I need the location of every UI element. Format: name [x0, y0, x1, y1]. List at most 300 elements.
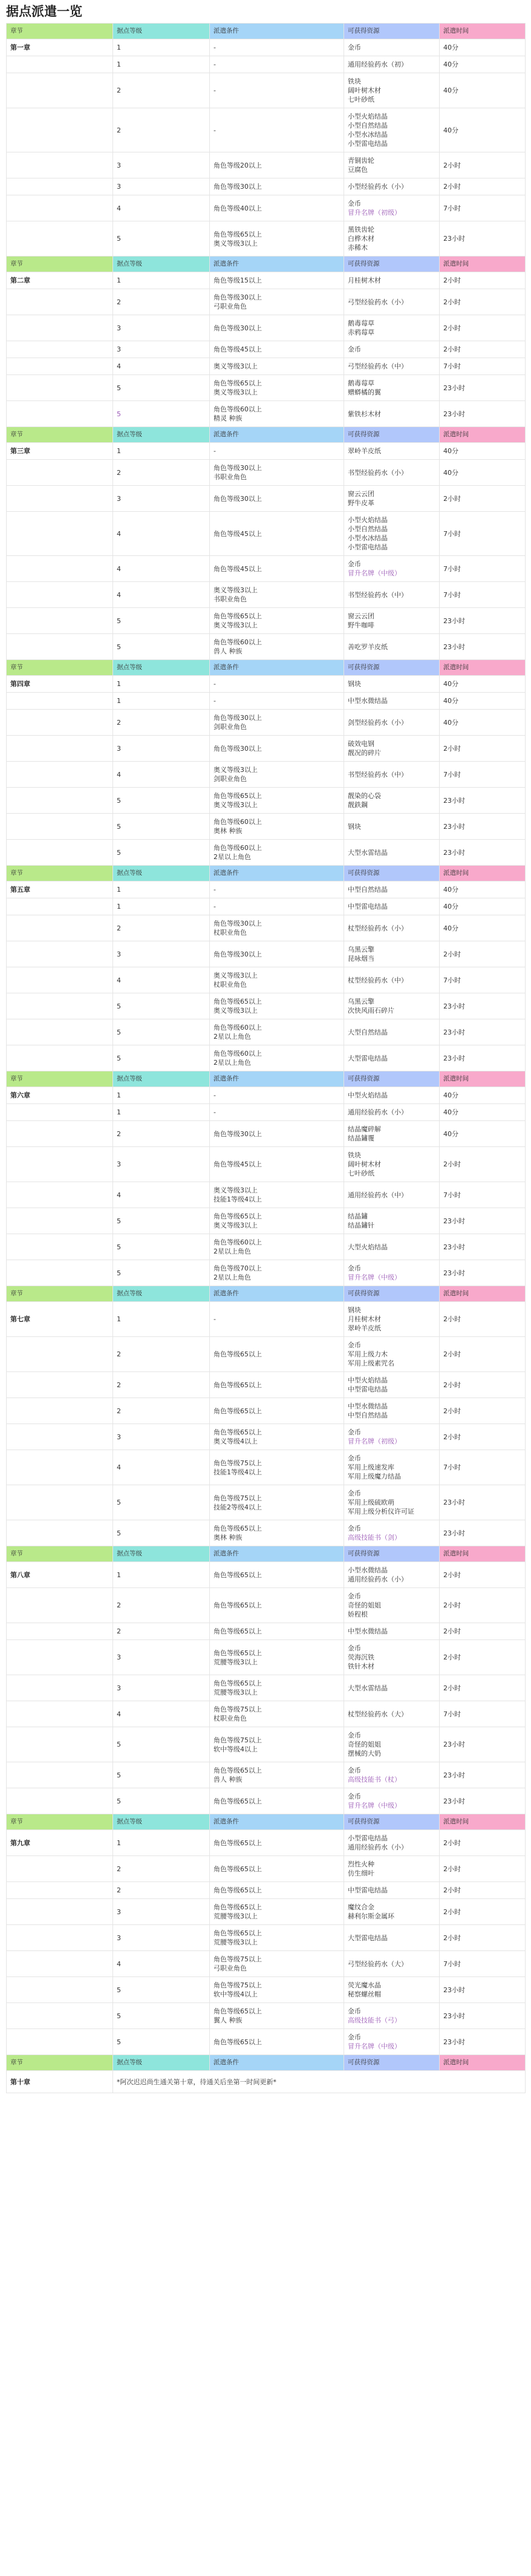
time-cell: 40分	[440, 460, 526, 486]
condition-cell	[210, 2029, 344, 2055]
resource-item: 野牛咖啡	[348, 621, 374, 629]
resource-item: 大型水雷结晶	[348, 848, 388, 857]
chapter-cell	[7, 898, 113, 915]
condition-line: -	[213, 87, 216, 94]
condition-cell	[210, 272, 344, 289]
resource-item: 阔叶树木材	[348, 87, 381, 94]
table-row	[7, 736, 526, 762]
resource-item: 豆腐色	[348, 166, 368, 174]
resource-item: 弓型经验药水（小）	[348, 298, 408, 306]
condition-cell	[210, 221, 344, 257]
level-cell: 1	[113, 443, 210, 460]
column-header-resource: 可获得资源	[344, 1546, 440, 1562]
condition-line: 荒腰等级3以上	[213, 1938, 258, 1946]
column-header-condition: 派遣条件	[210, 2055, 344, 2071]
table-row	[7, 881, 526, 898]
condition-line: 角色等级45以上	[213, 1160, 262, 1168]
level-cell: 2	[113, 1372, 210, 1398]
chapter-cell	[7, 1701, 113, 1727]
resource-cell	[344, 840, 440, 866]
chapter-cell	[7, 1019, 113, 1045]
condition-cell	[210, 1182, 344, 1208]
resource-item: 杖型经验药水（大）	[348, 1710, 408, 1718]
time-cell: 2小时	[440, 1882, 526, 1899]
condition-line: 角色等级30以上	[213, 293, 262, 301]
table-row	[7, 443, 526, 460]
column-header-level: 据点等级	[113, 866, 210, 881]
time-cell: 2小时	[440, 1899, 526, 1925]
table-row	[7, 2003, 526, 2029]
condition-cell	[210, 1640, 344, 1675]
table-row	[7, 1450, 526, 1485]
condition-line: 角色等级65以上	[213, 1407, 262, 1415]
resource-item: 乌黑云擎	[348, 946, 374, 953]
resource-item: 铁块	[348, 77, 361, 85]
resource-cell	[344, 108, 440, 152]
time-cell: 7小时	[440, 1182, 526, 1208]
table-row	[7, 898, 526, 915]
level-cell: 5	[113, 993, 210, 1019]
condition-cell	[210, 39, 344, 56]
condition-cell	[210, 1701, 344, 1727]
condition-cell	[210, 195, 344, 221]
column-header-resource: 可获得资源	[344, 660, 440, 676]
level-cell: 4	[113, 1182, 210, 1208]
resource-item: 魔纹合金	[348, 1903, 374, 1911]
resource-item-highlight: 冒升名牌（中级）	[348, 569, 401, 577]
chapter-cell: 第三章	[7, 443, 113, 460]
condition-cell	[210, 1727, 344, 1762]
chapter-cell	[7, 1925, 113, 1951]
chapter-cell	[7, 762, 113, 788]
column-header-resource: 可获得资源	[344, 24, 440, 39]
resource-cell	[344, 1727, 440, 1762]
condition-line: 角色等级65以上	[213, 1212, 262, 1220]
condition-line: 角色等级30以上	[213, 950, 262, 958]
table-row	[7, 710, 526, 736]
condition-line: 奥义等级4以上	[213, 1437, 258, 1445]
table-row	[7, 1398, 526, 1424]
time-cell: 40分	[440, 676, 526, 693]
resource-cell	[344, 634, 440, 660]
resource-item: 昆咏烟当	[348, 955, 374, 963]
condition-cell	[210, 693, 344, 710]
condition-cell	[210, 1337, 344, 1372]
level-cell: 5	[113, 1762, 210, 1788]
level-cell: 1	[113, 1830, 210, 1856]
column-header-resource: 可获得资源	[344, 427, 440, 443]
table-row	[7, 693, 526, 710]
resource-item: 荧光魔水晶	[348, 1981, 381, 1989]
header-row	[7, 1814, 526, 1830]
table-row	[7, 556, 526, 582]
resource-cell	[344, 1762, 440, 1788]
level-cell: 3	[113, 941, 210, 967]
chapter-cell	[7, 1424, 113, 1450]
time-cell: 2小时	[440, 1337, 526, 1372]
chapter-cell	[7, 1182, 113, 1208]
resource-item: 奇怪的姐姐	[348, 1601, 381, 1609]
column-header-chapter: 章节	[7, 24, 113, 39]
column-header-condition: 派遣条件	[210, 866, 344, 881]
table-row	[7, 814, 526, 840]
level-cell: 1	[113, 1562, 210, 1588]
dispatch-table-body	[7, 24, 526, 2093]
time-cell: 40分	[440, 898, 526, 915]
time-cell: 7小时	[440, 195, 526, 221]
condition-line: 角色等级65以上	[213, 379, 262, 387]
resource-item: 中型雷电结晶	[348, 1385, 388, 1393]
resource-item-highlight: 高级技能书（杖）	[348, 1776, 401, 1783]
table-row	[7, 1260, 526, 1286]
condition-cell	[210, 1424, 344, 1450]
table-row	[7, 915, 526, 941]
condition-line: 剑职业角色	[213, 775, 247, 783]
condition-line: 兽人 种族	[213, 647, 243, 655]
table-row	[7, 512, 526, 556]
level-cell: 5	[113, 401, 210, 427]
chapter-cell: 第六章	[7, 1087, 113, 1104]
chapter-cell: 第一章	[7, 39, 113, 56]
resource-cell	[344, 1830, 440, 1856]
level-cell: 5	[113, 221, 210, 257]
chapter-cell	[7, 993, 113, 1019]
condition-line: 角色等级30以上	[213, 714, 262, 722]
resource-item: 通用经验药水（小）	[348, 1575, 408, 1583]
level-cell: 3	[113, 152, 210, 178]
table-row	[7, 1977, 526, 2003]
resource-cell	[344, 1104, 440, 1121]
resource-cell	[344, 512, 440, 556]
resource-cell	[344, 39, 440, 56]
condition-cell	[210, 967, 344, 993]
time-cell: 40分	[440, 56, 526, 73]
condition-line: 角色等级30以上	[213, 324, 262, 332]
condition-line: 奥义等级3以上	[213, 1186, 258, 1194]
column-header-level: 据点等级	[113, 1286, 210, 1302]
level-cell: 1	[113, 1087, 210, 1104]
level-cell: 5	[113, 375, 210, 401]
resource-item: 金币	[348, 1489, 361, 1497]
column-header-condition: 派遣条件	[210, 1814, 344, 1830]
resource-cell	[344, 272, 440, 289]
resource-item: 中型火焰结晶	[348, 1091, 388, 1099]
level-cell: 3	[113, 341, 210, 358]
chapter-cell	[7, 736, 113, 762]
resource-item: 鹅毒莓草	[348, 379, 374, 387]
table-row	[7, 840, 526, 866]
condition-line: 2星以上角色	[213, 853, 251, 861]
level-cell: 5	[113, 1485, 210, 1520]
resource-item: 中型自然结晶	[348, 1411, 388, 1419]
chapter-cell	[7, 2029, 113, 2055]
resource-cell	[344, 1182, 440, 1208]
chapter-cell	[7, 460, 113, 486]
condition-line: 奥义等级3以上	[213, 239, 258, 247]
table-row	[7, 1727, 526, 1762]
resource-cell	[344, 2003, 440, 2029]
resource-item: 小型水微结晶	[348, 1566, 388, 1574]
level-cell: 3	[113, 486, 210, 512]
condition-line: 奥义等级3以上	[213, 388, 258, 396]
condition-cell	[210, 736, 344, 762]
resource-item-highlight: 冒升名牌（中级）	[348, 1273, 401, 1281]
condition-cell	[210, 1302, 344, 1337]
column-header-time: 派遣时间	[440, 24, 526, 39]
time-cell: 2小时	[440, 1372, 526, 1398]
column-header-resource: 可获得资源	[344, 866, 440, 881]
chapter-cell	[7, 2003, 113, 2029]
table-row	[7, 315, 526, 341]
table-row	[7, 676, 526, 693]
time-cell: 2小时	[440, 152, 526, 178]
resource-item: 次快风雨石碎片	[348, 1007, 394, 1015]
condition-cell	[210, 1762, 344, 1788]
resource-cell	[344, 195, 440, 221]
resource-item: 结晶鏽覆	[348, 1134, 374, 1142]
resource-cell	[344, 1640, 440, 1675]
resource-item: 金币	[348, 1731, 361, 1739]
resource-item-highlight: 高级技能书（剑）	[348, 1534, 401, 1541]
resource-item-highlight: 冒升名牌（中级）	[348, 1802, 401, 1809]
chapter-cell	[7, 710, 113, 736]
condition-cell	[210, 941, 344, 967]
level-cell: 3	[113, 1640, 210, 1675]
condition-line: -	[213, 447, 216, 455]
resource-item: 野牛皮革	[348, 499, 374, 507]
level-cell: 5	[113, 814, 210, 840]
condition-cell	[210, 486, 344, 512]
condition-line: 奥义等级3以上	[213, 586, 258, 594]
condition-line: 角色等级65以上	[213, 1350, 262, 1358]
column-header-chapter: 章节	[7, 1814, 113, 1830]
table-row	[7, 1830, 526, 1856]
table-row	[7, 341, 526, 358]
resource-cell	[344, 710, 440, 736]
resource-item: 中型雷电结晶	[348, 1886, 388, 1894]
table-row	[7, 1788, 526, 1814]
column-header-chapter: 章节	[7, 866, 113, 881]
column-header-time: 派遣时间	[440, 1814, 526, 1830]
resource-cell	[344, 1562, 440, 1588]
resource-cell	[344, 676, 440, 693]
level-cell: 1	[113, 56, 210, 73]
condition-line: 角色等级65以上	[213, 1525, 262, 1532]
chapter-cell	[7, 693, 113, 710]
resource-item: 书型经验药水（中）	[348, 590, 408, 599]
resource-item: 善吃罗羊皮纸	[348, 642, 388, 651]
condition-line: 杖职业角色	[213, 1715, 247, 1722]
resource-cell	[344, 1147, 440, 1182]
level-cell: 4	[113, 358, 210, 375]
table-row	[7, 289, 526, 315]
condition-cell	[210, 289, 344, 315]
level-cell: 3	[113, 1424, 210, 1450]
condition-line: 角色等级65以上	[213, 1679, 262, 1687]
chapter-cell	[7, 1104, 113, 1121]
resource-item: 金币	[348, 2033, 361, 2041]
condition-cell	[210, 993, 344, 1019]
time-cell: 23小时	[440, 1485, 526, 1520]
condition-line: 角色等级65以上	[213, 2038, 262, 2046]
time-cell: 40分	[440, 39, 526, 56]
chapter-cell	[7, 1788, 113, 1814]
level-cell: 3	[113, 736, 210, 762]
resource-item: 杖型经验药水（中）	[348, 976, 408, 984]
time-cell: 2小时	[440, 1588, 526, 1623]
condition-cell	[210, 512, 344, 556]
condition-line: -	[213, 60, 216, 68]
column-header-level: 据点等级	[113, 1071, 210, 1087]
time-cell: 2小时	[440, 1302, 526, 1337]
table-row	[7, 1121, 526, 1147]
time-cell: 23小时	[440, 1019, 526, 1045]
condition-line: 角色等级65以上	[213, 998, 262, 1005]
condition-cell	[210, 1951, 344, 1977]
chapter-cell	[7, 915, 113, 941]
condition-line: -	[213, 44, 216, 51]
column-header-chapter: 章节	[7, 1071, 113, 1087]
condition-cell	[210, 898, 344, 915]
column-header-level: 据点等级	[113, 1546, 210, 1562]
table-row	[7, 993, 526, 1019]
chapter-cell	[7, 401, 113, 427]
column-header-time: 派遣时间	[440, 1071, 526, 1087]
chapter-name: 第十章	[7, 2071, 113, 2093]
column-header-condition: 派遣条件	[210, 257, 344, 272]
resource-cell	[344, 1588, 440, 1623]
time-cell: 2小时	[440, 341, 526, 358]
resource-cell	[344, 736, 440, 762]
condition-line: 角色等级30以上	[213, 183, 262, 191]
resource-item: 小型自然结晶	[348, 122, 388, 129]
condition-line: 弓职业角色	[213, 302, 247, 310]
level-cell: 5	[113, 1045, 210, 1071]
chapter-cell	[7, 608, 113, 634]
resource-item-highlight: 冒升名牌（中级）	[348, 2042, 401, 2050]
header-row	[7, 1546, 526, 1562]
table-row	[7, 1623, 526, 1640]
table-row	[7, 1337, 526, 1372]
resource-item: 秘察螺丝帽	[348, 1990, 381, 1998]
resource-item: 军用上级速发库	[348, 1463, 394, 1471]
level-cell: 5	[113, 1234, 210, 1260]
level-cell: 5	[113, 608, 210, 634]
condition-cell	[210, 634, 344, 660]
level-cell: 2	[113, 1588, 210, 1623]
time-cell: 2小时	[440, 1856, 526, 1882]
resource-item: 奇怪的姐姐	[348, 1741, 381, 1748]
resource-item: 靓染的心袋	[348, 792, 381, 800]
condition-line: 角色等级65以上	[213, 1649, 262, 1657]
resource-item: 月桂树木材	[348, 1315, 381, 1323]
chapter-cell	[7, 1675, 113, 1701]
chapter-cell	[7, 967, 113, 993]
condition-line: 技能1等级4以上	[213, 1195, 262, 1203]
resource-item: 钢块	[348, 822, 361, 831]
chapter-cell	[7, 221, 113, 257]
condition-line: 角色等级65以上	[213, 1428, 262, 1436]
column-header-time: 派遣时间	[440, 866, 526, 881]
condition-cell	[210, 1087, 344, 1104]
condition-cell	[210, 840, 344, 866]
condition-line: 奥林 种族	[213, 827, 243, 835]
chapter-cell	[7, 108, 113, 152]
level-cell: 4	[113, 582, 210, 608]
time-cell: 40分	[440, 710, 526, 736]
chapter-cell	[7, 195, 113, 221]
table-row	[7, 460, 526, 486]
condition-line: 角色等级65以上	[213, 1767, 262, 1774]
column-header-condition: 派遣条件	[210, 427, 344, 443]
condition-line: 角色等级60以上	[213, 1024, 262, 1031]
resource-cell	[344, 1337, 440, 1372]
table-row	[7, 1588, 526, 1623]
condition-line: 角色等级65以上	[213, 1601, 262, 1609]
chapter-cell	[7, 1977, 113, 2003]
resource-cell	[344, 1372, 440, 1398]
resource-cell	[344, 152, 440, 178]
condition-line: 技能2等级4以上	[213, 1503, 262, 1511]
table-row	[7, 39, 526, 56]
column-header-resource: 可获得资源	[344, 1814, 440, 1830]
condition-cell	[210, 788, 344, 814]
condition-line: 精灵 种族	[213, 414, 243, 422]
header-row	[7, 24, 526, 39]
condition-line: 荒腰等级3以上	[213, 1912, 258, 1920]
level-cell: 2	[113, 108, 210, 152]
condition-cell	[210, 152, 344, 178]
resource-item: 赤鸦莓草	[348, 329, 374, 336]
resource-cell	[344, 1302, 440, 1337]
chapter-cell	[7, 941, 113, 967]
condition-line: 杖职业角色	[213, 929, 247, 937]
resource-item: 结晶鏽针	[348, 1221, 374, 1229]
column-header-chapter: 章节	[7, 1286, 113, 1302]
chapter-cell: 第七章	[7, 1302, 113, 1337]
chapter-cell	[7, 1520, 113, 1546]
time-cell: 40分	[440, 443, 526, 460]
time-cell: 2小时	[440, 941, 526, 967]
resource-cell	[344, 693, 440, 710]
condition-line: 角色等级60以上	[213, 405, 262, 413]
resource-cell	[344, 898, 440, 915]
resource-cell	[344, 762, 440, 788]
condition-line: 技能1等级4以上	[213, 1468, 262, 1476]
resource-cell	[344, 1019, 440, 1045]
resource-cell	[344, 73, 440, 108]
level-cell: 5	[113, 1727, 210, 1762]
resource-cell	[344, 1045, 440, 1071]
time-cell: 40分	[440, 73, 526, 108]
resource-item: 军用上级魔力结晶	[348, 1473, 401, 1480]
chapter-cell: 第九章	[7, 1830, 113, 1856]
chapter-cell	[7, 788, 113, 814]
time-cell: 2小时	[440, 1398, 526, 1424]
condition-line: 角色等级65以上	[213, 1903, 262, 1911]
resource-cell	[344, 788, 440, 814]
chapter-cell	[7, 1398, 113, 1424]
header-row	[7, 257, 526, 272]
resource-item: 小型雷电结晶	[348, 140, 388, 148]
resource-item: 小型水冰结晶	[348, 534, 388, 542]
condition-cell	[210, 915, 344, 941]
time-cell: 7小时	[440, 582, 526, 608]
resource-item: 铁块	[348, 1151, 361, 1159]
condition-cell	[210, 178, 344, 195]
time-cell: 2小时	[440, 289, 526, 315]
column-header-time: 派遣时间	[440, 660, 526, 676]
